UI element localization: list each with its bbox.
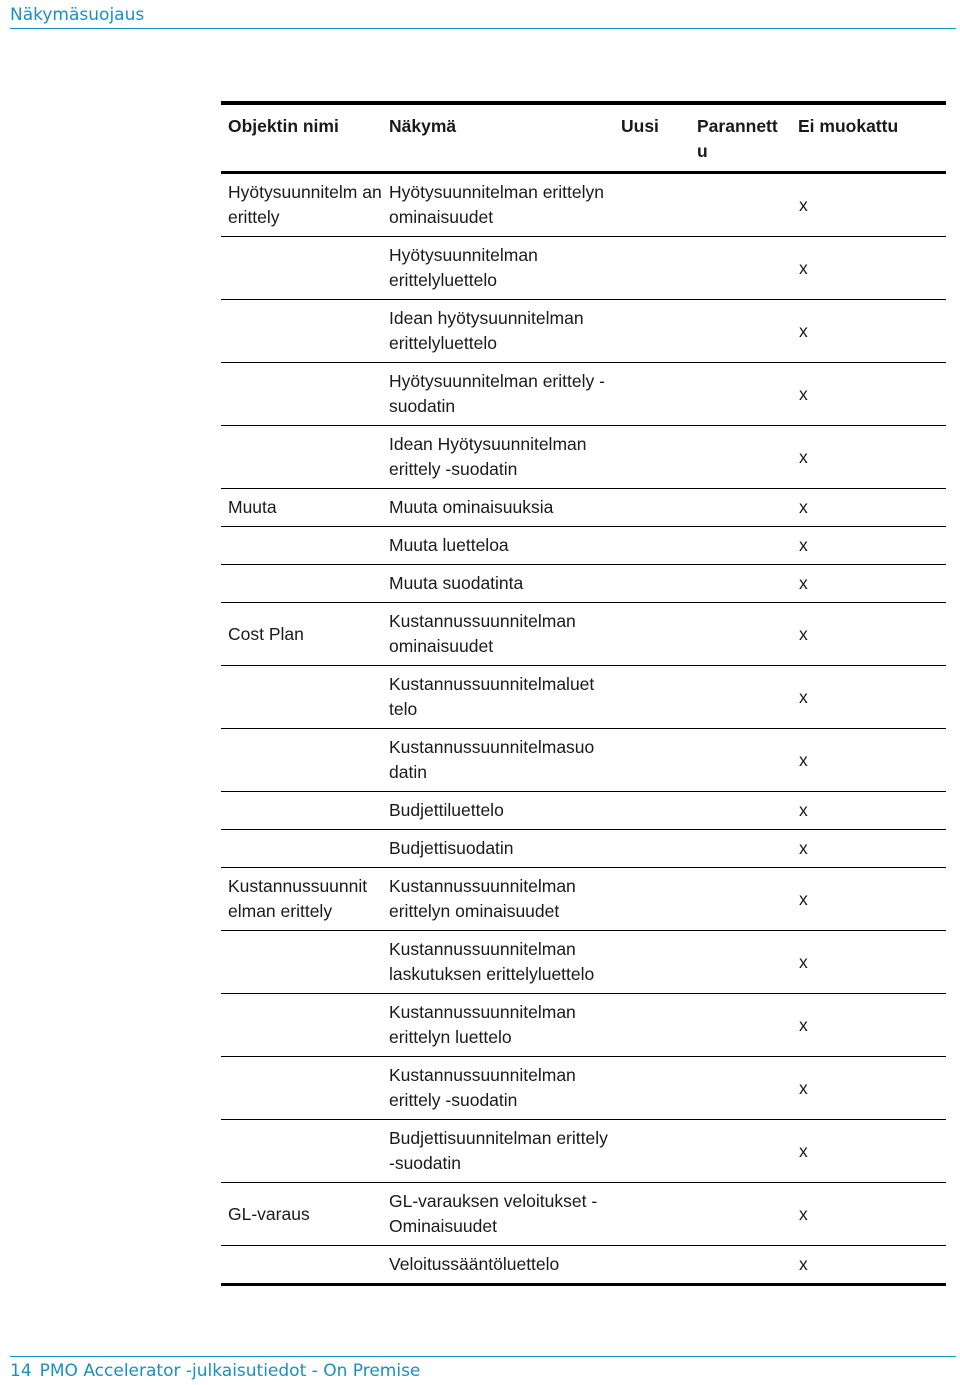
view-cell: GL-varauksen veloitukset - Ominaisuudet — [382, 1183, 614, 1246]
new-cell — [614, 363, 690, 426]
unmodified-cell: x — [791, 729, 946, 792]
object-name-cell — [221, 565, 382, 603]
unmodified-cell: x — [791, 1057, 946, 1120]
view-cell: Kustannussuunnitelman laskutuksen erittelyluettelo — [382, 931, 614, 994]
object-name-cell — [221, 527, 382, 565]
unmodified-cell: x — [791, 603, 946, 666]
view-cell: Muuta ominaisuuksia — [382, 489, 614, 527]
new-cell — [614, 729, 690, 792]
improved-cell — [690, 830, 791, 868]
table-row — [221, 830, 946, 868]
object-name-cell — [221, 1246, 382, 1285]
view-cell: Veloitussääntöluettelo — [382, 1246, 614, 1285]
new-cell — [614, 527, 690, 565]
improved-cell — [690, 1057, 791, 1120]
new-cell — [614, 565, 690, 603]
unmodified-cell: x — [791, 237, 946, 300]
view-cell: Kustannussuunnitelmaluet telo — [382, 666, 614, 729]
new-cell — [614, 426, 690, 489]
table-row — [221, 994, 946, 1057]
object-name-cell — [221, 830, 382, 868]
object-name-cell — [221, 363, 382, 426]
unmodified-cell: x — [791, 565, 946, 603]
new-cell — [614, 1246, 690, 1285]
unmodified-cell: x — [791, 489, 946, 527]
table-row — [221, 300, 946, 363]
object-name-cell — [221, 666, 382, 729]
improved-cell — [690, 666, 791, 729]
table-row — [221, 931, 946, 994]
table-row — [221, 1057, 946, 1120]
view-cell: Hyötysuunnitelman erittelyluettelo — [382, 237, 614, 300]
view-cell: Kustannussuunnitelman erittelyn luettelo — [382, 994, 614, 1057]
object-name-cell — [221, 1057, 382, 1120]
improved-cell — [690, 565, 791, 603]
new-cell — [614, 489, 690, 527]
unmodified-cell: x — [791, 666, 946, 729]
view-cell: Kustannussuunnitelmasuo datin — [382, 729, 614, 792]
new-cell — [614, 1057, 690, 1120]
table-header-row — [221, 103, 946, 173]
view-cell: Kustannussuunnitelman erittelyn ominaisuudet — [382, 868, 614, 931]
unmodified-cell: x — [791, 830, 946, 868]
new-cell — [614, 1183, 690, 1246]
table-row — [221, 868, 946, 931]
footer-text: PMO Accelerator -julkaisutiedot - On Premise — [39, 1361, 421, 1381]
unmodified-cell: x — [791, 1183, 946, 1246]
table-row — [221, 666, 946, 729]
improved-cell — [690, 729, 791, 792]
improved-cell — [690, 237, 791, 300]
page-footer — [10, 1356, 956, 1383]
view-cell: Muuta suodatinta — [382, 565, 614, 603]
view-cell: Kustannussuunnitelman ominaisuudet — [382, 603, 614, 666]
new-cell — [614, 1120, 690, 1183]
new-cell — [614, 237, 690, 300]
object-name-cell: Muuta — [221, 489, 382, 527]
improved-cell — [690, 1120, 791, 1183]
new-cell — [614, 603, 690, 666]
unmodified-cell: x — [791, 931, 946, 994]
improved-cell — [690, 489, 791, 527]
improved-cell — [690, 426, 791, 489]
view-cell: Hyötysuunnitelman erittely -suodatin — [382, 363, 614, 426]
improved-cell — [690, 527, 791, 565]
view-cell: Kustannussuunnitelman erittely -suodatin — [382, 1057, 614, 1120]
object-name-cell: GL-varaus — [221, 1183, 382, 1246]
object-name-cell — [221, 931, 382, 994]
improved-cell — [690, 173, 791, 237]
unmodified-cell: x — [791, 868, 946, 931]
view-cell: Idean Hyötysuunnitelman erittely -suodatin — [382, 426, 614, 489]
new-cell — [614, 792, 690, 830]
view-protection-table — [221, 101, 946, 1286]
new-cell — [614, 666, 690, 729]
column-header-new: Uusi — [614, 103, 690, 173]
table-row — [221, 1120, 946, 1183]
view-cell: Muuta luetteloa — [382, 527, 614, 565]
view-cell: Budjettiluettelo — [382, 792, 614, 830]
column-header-improved: Parannett u — [690, 103, 791, 173]
unmodified-cell: x — [791, 300, 946, 363]
unmodified-cell: x — [791, 363, 946, 426]
unmodified-cell: x — [791, 1120, 946, 1183]
page-header — [10, 4, 956, 29]
table-row — [221, 1246, 946, 1285]
view-cell: Hyötysuunnitelman erittelyn ominaisuudet — [382, 173, 614, 237]
improved-cell — [690, 1183, 791, 1246]
table-row — [221, 363, 946, 426]
table-row — [221, 792, 946, 830]
improved-cell — [690, 363, 791, 426]
unmodified-cell: x — [791, 527, 946, 565]
object-name-cell — [221, 1120, 382, 1183]
table-row — [221, 1183, 946, 1246]
page-number: 14 — [10, 1361, 32, 1381]
object-name-cell — [221, 426, 382, 489]
object-name-cell — [221, 300, 382, 363]
table-row — [221, 565, 946, 603]
new-cell — [614, 173, 690, 237]
improved-cell — [690, 868, 791, 931]
unmodified-cell: x — [791, 994, 946, 1057]
table-row — [221, 603, 946, 666]
table-row — [221, 173, 946, 237]
object-name-cell — [221, 994, 382, 1057]
table-row — [221, 426, 946, 489]
object-name-cell — [221, 792, 382, 830]
object-name-cell: Kustannussuunnit elman erittely — [221, 868, 382, 931]
table-row — [221, 237, 946, 300]
view-cell: Budjettisuodatin — [382, 830, 614, 868]
object-name-cell: Cost Plan — [221, 603, 382, 666]
new-cell — [614, 931, 690, 994]
unmodified-cell: x — [791, 792, 946, 830]
column-header-view: Näkymä — [382, 103, 614, 173]
object-name-cell — [221, 729, 382, 792]
table-row — [221, 527, 946, 565]
new-cell — [614, 830, 690, 868]
column-header-unmodified: Ei muokattu — [791, 103, 946, 173]
improved-cell — [690, 994, 791, 1057]
table-row — [221, 489, 946, 527]
new-cell — [614, 300, 690, 363]
improved-cell — [690, 1246, 791, 1285]
improved-cell — [690, 300, 791, 363]
new-cell — [614, 868, 690, 931]
view-cell: Budjettisuunnitelman erittely -suodatin — [382, 1120, 614, 1183]
column-header-object-name: Objektin nimi — [221, 103, 382, 173]
unmodified-cell: x — [791, 1246, 946, 1285]
object-name-cell: Hyötysuunnitelm an erittely — [221, 173, 382, 237]
section-title: Näkymäsuojaus — [10, 5, 145, 25]
table-row — [221, 729, 946, 792]
improved-cell — [690, 792, 791, 830]
new-cell — [614, 994, 690, 1057]
object-name-cell — [221, 237, 382, 300]
improved-cell — [690, 931, 791, 994]
improved-cell — [690, 603, 791, 666]
view-cell: Idean hyötysuunnitelman erittelyluettelo — [382, 300, 614, 363]
unmodified-cell: x — [791, 173, 946, 237]
unmodified-cell: x — [791, 426, 946, 489]
